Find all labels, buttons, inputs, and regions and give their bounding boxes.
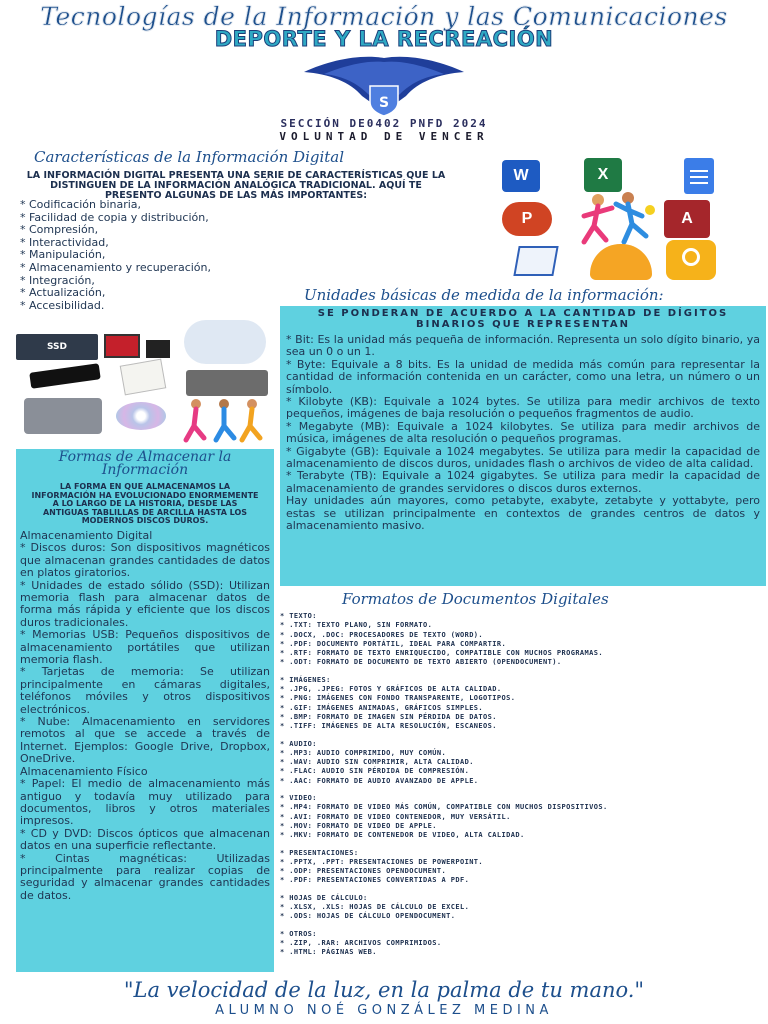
formas-intro: LA FORMA EN QUE ALMACENAMOS LA INFORMACIÓN HA EVOLUCIONADO ENORMEMENTE A LO LARGO DE LA HISTORIA, DESDE LAS ANTIGUAS TABLILLAS DE ARCILLA HASTA LOS MODERNOS DISCOS DUROS.: [31, 482, 259, 526]
list-item: * .ZIP, .RAR: ARCHIVOS COMPRIMIDOS.: [280, 938, 442, 947]
caracteristicas-intro: LA INFORMACIÓN DIGITAL PRESENTA UNA SERIE DE CARACTERÍSTICAS QUE LA DISTINGUEN DE LA INFORMACIÓN ANALÓGICA TRADICIONAL. AQUÍ TE PRESENTO ALGUNAS DE LAS MÁS IMPORTANTES:: [26, 170, 446, 201]
list-item: * Almacenamiento y recuperación,: [20, 260, 212, 274]
formato-grupo-texto: [280, 612, 764, 668]
unidad-megabyte: * Megabyte (MB): Equivale a 1024 kilobytes. Se utiliza para medir archivos de música, imágenes de alta resolución o pequeños programas.: [286, 419, 760, 446]
unidad-kilobyte: * Kilobyte (KB): Equivale a 1024 bytes. Se utiliza para medir archivos de texto pequeños, imágenes de baja resolución o pequeños fragmentos de audio.: [286, 395, 760, 421]
grupo-head: * IMÁGENES:: [280, 675, 331, 684]
footer-author: ALUMNO NOÉ GONZÁLEZ MEDINA: [215, 1003, 553, 1018]
formatos-list: [280, 612, 764, 958]
unidades-title: Unidades básicas de medida de la información:: [304, 286, 664, 304]
formas-title: Formas de Almacenar la Información: [58, 449, 232, 478]
lema-label: VOLUNTAD DE VENCER: [279, 130, 489, 143]
formas-heading-fisico: Almacenamiento Físico: [20, 764, 148, 778]
unidades-subtitle: SE PONDERAN DE ACUERDO A LA CANTIDAD DE DÍGITOS BINARIOS QUE REPRESENTAN: [317, 308, 729, 330]
list-item: * Accesibilidad.: [20, 298, 105, 312]
powerpoint-icon: P: [502, 202, 552, 236]
list-item: * .MP4: FORMATO DE VIDEO MÁS COMÚN, COMPATIBLE CON MUCHOS DISPOSITIVOS.: [280, 803, 608, 812]
unidad-byte: * Byte: Equivale a 8 bits. Es la unidad de medida más común para representar la cantidad de información contenida en un carácter, como una letra, un número o un símbolo.: [286, 357, 760, 396]
access-icon: A: [664, 200, 710, 238]
header-script-title: Tecnologías de la Información y las Comunicaciones: [40, 2, 728, 31]
unidades-body: [286, 334, 760, 533]
list-item: * .XLSX, .XLS: HOJAS DE CÁLCULO DE EXCEL.: [280, 903, 470, 912]
list-item: * .JPG, .JPEG: FOTOS Y GRÁFICOS DE ALTA CALIDAD.: [280, 685, 502, 694]
list-item: * .AVI: FORMATO DE VIDEO CONTENEDOR, MUY VERSÁTIL.: [280, 812, 511, 821]
word-icon: W: [502, 160, 540, 192]
caracteristicas-list: [20, 199, 300, 312]
excel-icon: X: [584, 158, 622, 192]
list-item: * Compresión,: [20, 223, 99, 237]
formato-grupo-hojas: [280, 894, 764, 922]
list-item: * .PPTX, .PPT: PRESENTACIONES DE POWERPOINT.: [280, 857, 484, 866]
formato-grupo-imagenes: [280, 676, 764, 732]
grupo-head: * TEXTO:: [280, 612, 317, 620]
unidad-bit: * Bit: Es la unidad más pequeña de información. Representa un solo dígito binario, ya sea un 0 o un 1.: [286, 333, 760, 359]
list-item: * .TXT: TEXTO PLANO, SIN FORMATO.: [280, 621, 433, 630]
forma-ssd: * Unidades de estado sólido (SSD): Utilizan memoria flash para almacenar datos de forma más rápida y eficiente que los discos duros tradicionales.: [20, 578, 270, 629]
grupo-head: * PRESENTACIONES:: [280, 848, 359, 857]
list-item: * Integración,: [20, 273, 95, 287]
grupo-head: * AUDIO:: [280, 739, 317, 748]
list-item: * Manipulación,: [20, 248, 106, 262]
list-item: * Actualización,: [20, 286, 106, 300]
usb-drive-icon: [29, 363, 101, 389]
formatos-title: Formatos de Documentos Digitales: [342, 590, 609, 608]
list-item: * Codificación binaria,: [20, 198, 142, 211]
list-item: * .GIF: IMÁGENES ANIMADAS, GRÁFICOS SIMPLES.: [280, 703, 484, 712]
list-item: * .TIFF: IMÁGENES DE ALTA RESOLUCIÓN, ESCANEOS.: [280, 722, 497, 731]
list-item: * .MKV: FORMATO DE CONTENEDOR DE VIDEO, ALTA CALIDAD.: [280, 831, 525, 840]
grupo-head: * VIDEO:: [280, 794, 317, 803]
forma-nube: * Nube: Almacenamiento en servidores remotos al que se accede a través de Internet. Ejemplos: Google Drive, Dropbox, OneDrive.: [20, 715, 270, 766]
list-item: * .ODP: PRESENTACIONES OPENDOCUMENT.: [280, 867, 447, 876]
runners-icon: [180, 396, 270, 446]
forma-discos-duros: * Discos duros: Son dispositivos magnéticos que almacenan grandes cantidades de datos en platos giratorios.: [20, 541, 270, 580]
formato-grupo-presentaciones: [280, 849, 764, 886]
forma-papel: * Papel: El medio de almacenamiento más antiguo y todavía muy utilizado para documentos, libros y otros materiales impresos.: [20, 777, 270, 828]
notebook-icon: [120, 359, 167, 396]
list-item: * .HTML: PÁGINAS WEB.: [280, 948, 377, 957]
list-item: * .FLAC: AUDIO SIN PÉRDIDA DE COMPRESIÓN.: [280, 767, 470, 776]
list-item: * .PDF: DOCUMENTO PORTÁTIL, IDEAL PARA COMPARTIR.: [280, 639, 507, 648]
ssd-icon: SSD: [16, 334, 98, 360]
list-item: * .ODS: HOJAS DE CÁLCULO OPENDOCUMENT.: [280, 912, 456, 921]
forma-cd-dvd: * CD y DVD: Discos ópticos que almacenan datos en una superficie reflectante.: [20, 826, 270, 853]
grupo-head: * HOJAS DE CÁLCULO:: [280, 893, 368, 902]
list-item: * .AAC: FORMATO DE AUDIO AVANZADO DE APPLE.: [280, 776, 479, 785]
forma-cintas: * Cintas magnéticas: Utilizadas principalmente para realizar copias de seguridad y almacenar grandes cantidades de datos.: [20, 851, 270, 902]
keep-lightbulb-icon: [666, 240, 716, 280]
header-main-title: DEPORTE Y LA RECREACIÓN: [214, 27, 554, 51]
list-item: * .BMP: FORMATO DE IMAGEN SIN PÉRDIDA DE DATOS.: [280, 712, 497, 721]
forma-tarjetas: * Tarjetas de memoria: Se utilizan principalmente en cámaras digitales, teléfonos móviles y otros dispositivos electrónicos.: [20, 665, 270, 716]
formas-panel: [16, 449, 274, 972]
forma-usb: * Memorias USB: Pequeños dispositivos de almacenamiento portátiles que utilizan memoria flash.: [20, 628, 270, 667]
list-item: * .PNG: IMÁGENES CON FONDO TRANSPARENTE, LOGOTIPOS.: [280, 694, 516, 703]
list-item: * .PDF: PRESENTACIONES CONVERTIDAS A PDF.: [280, 876, 470, 885]
hard-disk-icon: [24, 398, 102, 434]
list-item: * .MOV: FORMATO DE VIDEO DE APPLE.: [280, 821, 437, 830]
formato-grupo-video: [280, 794, 764, 840]
caracteristicas-title: Características de la Información Digital: [34, 148, 345, 166]
cd-dvd-icon: [116, 402, 166, 430]
tape-cassette-icon: [186, 370, 268, 396]
emblem-letter: S: [378, 95, 390, 111]
formas-heading-digital: Almacenamiento Digital: [20, 528, 153, 542]
unidad-mayores: Hay unidades aún mayores, como petabyte, exabyte, zetabyte y yottabyte, pero estas se utilizan principalmente en contextos de grandes centros de datos y almacenamiento masivo.: [286, 494, 760, 533]
formato-grupo-otros: [280, 930, 764, 958]
list-item: * .MP3: AUDIO COMPRIMIDO, MUY COMÚN.: [280, 748, 447, 757]
cloud-icon: [184, 320, 266, 364]
list-item: * .ODT: FORMATO DE DOCUMENTO DE TEXTO ABIERTO (OPENDOCUMENT).: [280, 658, 562, 667]
list-item: * .DOCX, .DOC: PROCESADORES DE TEXTO (WORD).: [280, 630, 484, 639]
list-item: * .RTF: FORMATO DE TEXTO ENRIQUECIDO, COMPATIBLE CON MUCHOS PROGRAMAS.: [280, 649, 604, 658]
athletes-icon: [576, 190, 662, 250]
footer-quote: "La velocidad de la luz, en la palma de tu mano.": [123, 978, 645, 1002]
unidades-panel: [280, 306, 766, 586]
seccion-label: SECCIÓN DE0402 PNFD 2024: [280, 117, 488, 130]
formas-body: [20, 530, 270, 902]
unidad-terabyte: * Terabyte (TB): Equivale a 1024 gigabytes. Se utiliza para medir la capacidad de almacenamiento de grandes servidores o discos duros externos.: [286, 469, 760, 495]
sd-card-icon: [146, 340, 170, 358]
list-item: * Interactividad,: [20, 235, 109, 249]
google-docs-icon: [684, 158, 714, 194]
writer-icon: [513, 246, 558, 276]
unidad-gigabyte: * Gigabyte (GB): Equivale a 1024 megabytes. Se utiliza para medir la capacidad de almacenamiento de discos duros, unidades flash o archivos de video de alta calidad.: [286, 444, 760, 471]
list-item: * .WAV: AUDIO SIN COMPRIMIR, ALTA CALIDAD.: [280, 758, 474, 767]
memory-card-icon: [104, 334, 140, 358]
formato-grupo-audio: [280, 740, 764, 786]
list-item: * Facilidad de copia y distribución,: [20, 210, 209, 224]
grupo-head: * OTROS:: [280, 929, 317, 938]
eagle-emblem-icon: [300, 52, 468, 118]
